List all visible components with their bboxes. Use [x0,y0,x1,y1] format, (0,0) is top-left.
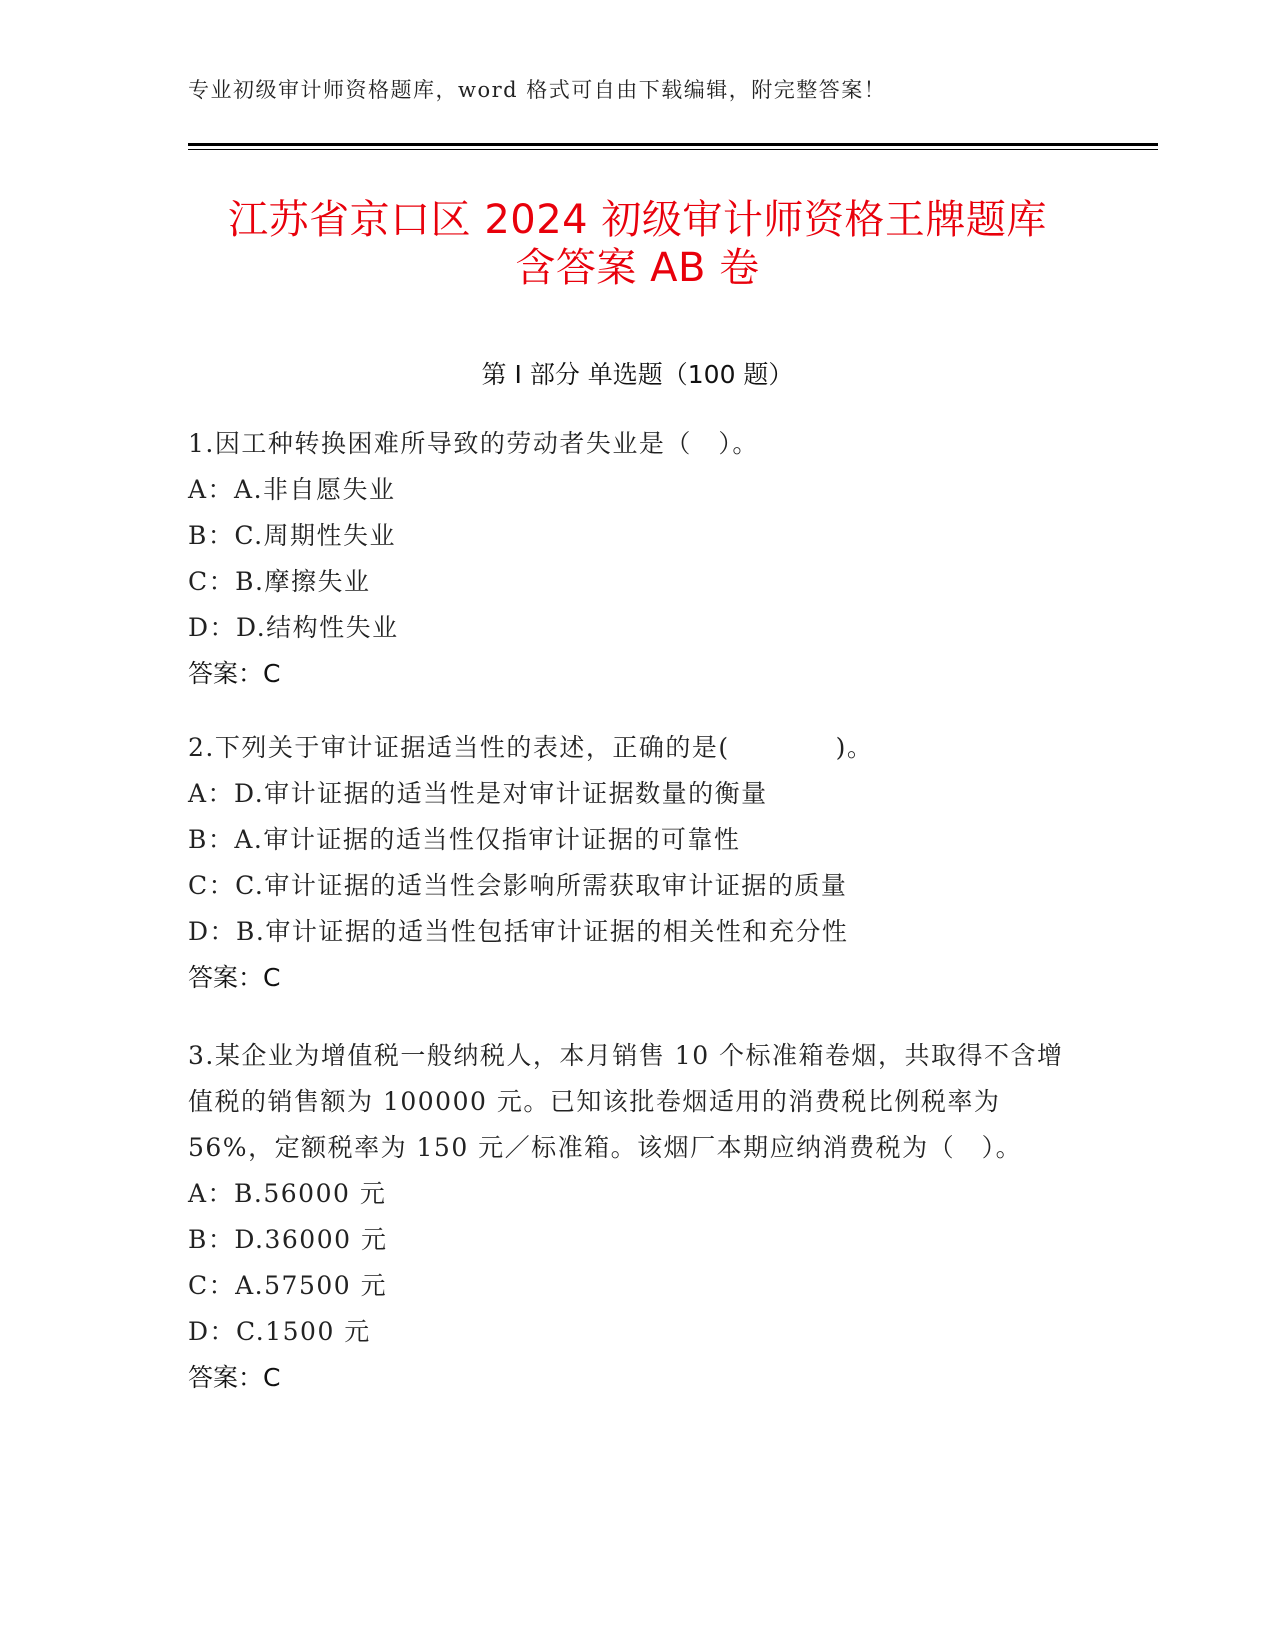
answer-label: 答案：C [188,1363,281,1392]
question-stem: 1.因工种转换困难所导致的劳动者失业是（ ）。 [188,429,759,458]
header-note: 专业初级审计师资格题库，word 格式可自由下载编辑，附完整答案！ [188,78,887,102]
header-rule-thick [188,143,1158,146]
option-b: B：D.36000 元 [188,1225,388,1254]
option-c: C：B.摩擦失业 [188,567,371,596]
option-a: A：A.非自愿失业 [188,475,396,504]
title-line-2: 含答案 AB 卷 [515,245,760,291]
answer-label: 答案：C [188,963,281,992]
question-3 [188,1033,1088,1401]
option-a: A：B.56000 元 [188,1179,387,1208]
option-d: D：B.审计证据的适当性包括审计证据的相关性和充分性 [188,917,849,946]
option-b: B：A.审计证据的适当性仅指审计证据的可靠性 [188,825,741,854]
title-line-1: 江苏省京口区 2024 初级审计师资格王牌题库 [228,197,1047,243]
header-rule-thin [188,149,1158,150]
question-2 [188,725,1088,1001]
option-b: B：C.周期性失业 [188,521,397,550]
option-c: C：C.审计证据的适当性会影响所需获取审计证据的质量 [188,871,848,900]
answer-label: 答案：C [188,659,281,688]
option-d: D：C.1500 元 [188,1317,371,1346]
option-d: D：D.结构性失业 [188,613,399,642]
option-c: C：A.57500 元 [188,1271,388,1300]
question-stem: 2.下列关于审计证据适当性的表述，正确的是( )。 [188,733,874,762]
section-title: 第 I 部分 单选题（100 题） [481,360,794,389]
option-a: A：D.审计证据的适当性是对审计证据数量的衡量 [188,779,768,808]
question-1 [188,421,1088,697]
document-title [0,196,1275,292]
question-stem: 3.某企业为增值税一般纳税人，本月销售 10 个标准箱卷烟，共取得不含增值税的销售额为 100000 元。已知该批卷烟适用的消费税比例税率为 56%，定额税率为 150 元／标准箱。该烟厂本期应纳消费税为（ ）。 [188,1041,1064,1162]
